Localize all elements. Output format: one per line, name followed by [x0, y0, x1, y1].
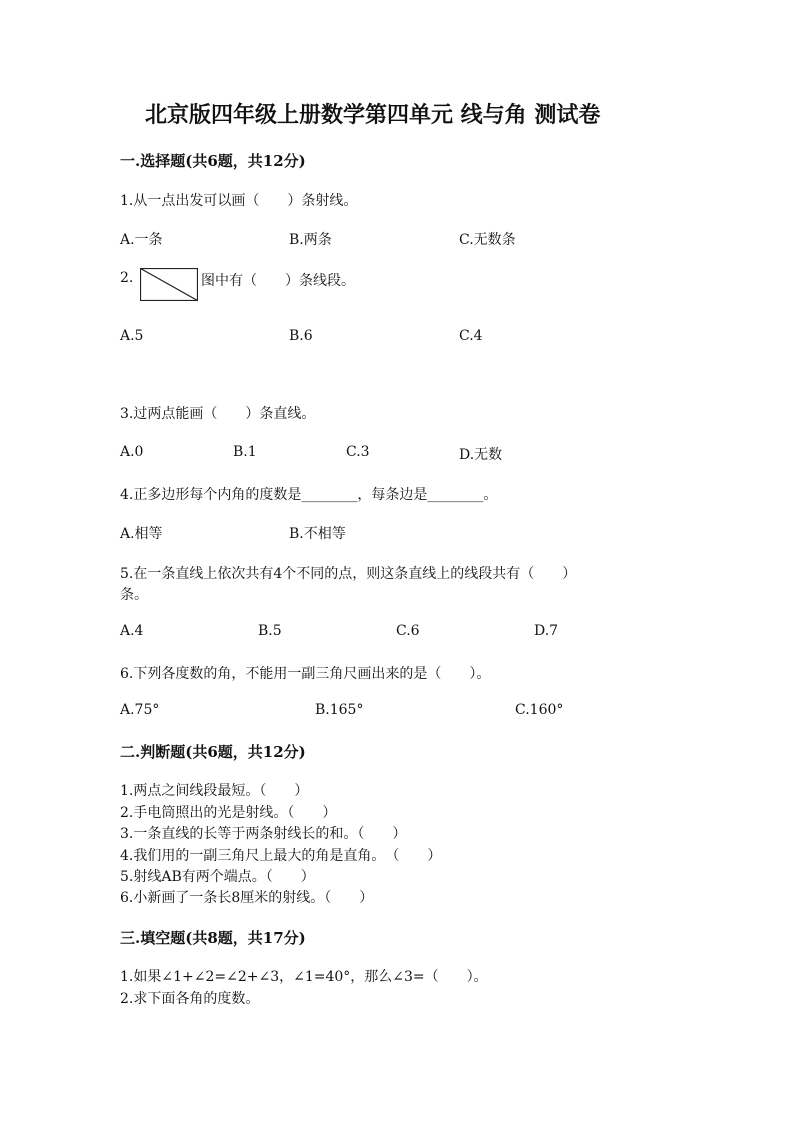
- section-heading-choice: 一.选择题(共6题，共12分): [120, 152, 306, 170]
- question-2: 图中有（ ）条线段。: [201, 273, 355, 289]
- section-heading-fill-in: 三.填空题(共8题，共17分): [120, 929, 306, 947]
- question-3: 3.过两点能画（ ）条直线。: [120, 406, 316, 422]
- option-a: A.75°: [120, 702, 160, 718]
- question-5-continued: 条。: [120, 587, 148, 603]
- option-c: C.160°: [515, 702, 564, 718]
- list-item: 1.两点之间线段最短。（ ）: [120, 783, 309, 799]
- option-a: A.一条: [120, 232, 163, 248]
- option-b: B.6: [289, 328, 313, 344]
- question-1: 1.从一点出发可以画（ ）条射线。: [120, 193, 358, 209]
- question-5: 5.在一条直线上依次共有4个不同的点，则这条直线上的线段共有（ ）: [120, 566, 577, 582]
- list-item: 3.一条直线的长等于两条射线长的和。（ ）: [120, 826, 407, 842]
- option-a: A.0: [120, 444, 144, 460]
- list-item: 6.小新画了一条长8厘米的射线。（ ）: [120, 890, 374, 906]
- option-b: B.两条: [289, 232, 332, 248]
- option-d: D.7: [534, 623, 559, 639]
- section-heading-judgment: 二.判断题(共6题，共12分): [120, 743, 306, 761]
- option-a: A.4: [120, 623, 144, 639]
- question-2-number: 2.: [120, 270, 134, 286]
- page-title: 北京版四年级上册数学第四单元 线与角 测试卷: [145, 102, 601, 128]
- list-item: 1.如果∠1+∠2=∠2+∠3，∠1=40°，那么∠3=（ ）。: [120, 969, 488, 985]
- list-item: 4.我们用的一副三角尺上最大的角是直角。 （ ）: [120, 848, 442, 864]
- option-c: C.6: [396, 623, 420, 639]
- list-item: 5.射线AB有两个端点。（ ）: [120, 869, 315, 885]
- list-item: 2.求下面各角的度数。: [120, 991, 260, 1007]
- option-d: D.无数: [459, 447, 503, 463]
- option-b: B.5: [258, 623, 282, 639]
- option-a: A.相等: [120, 526, 163, 542]
- question-6: 6.下列各度数的角，不能用一副三角尺画出来的是（ ）。: [120, 666, 491, 682]
- option-c: C.无数条: [459, 232, 516, 248]
- question-4: 4.正多边形每个内角的度数是________，每条边是________。: [120, 487, 498, 503]
- option-b: B.1: [233, 444, 257, 460]
- option-c: C.3: [346, 444, 370, 460]
- rectangle-diagonal-figure: [140, 268, 198, 301]
- option-b: B.165°: [315, 702, 364, 718]
- option-b: B.不相等: [289, 526, 346, 542]
- option-c: C.4: [459, 328, 483, 344]
- option-a: A.5: [120, 328, 144, 344]
- list-item: 2.手电筒照出的光是射线。（ ）: [120, 805, 337, 821]
